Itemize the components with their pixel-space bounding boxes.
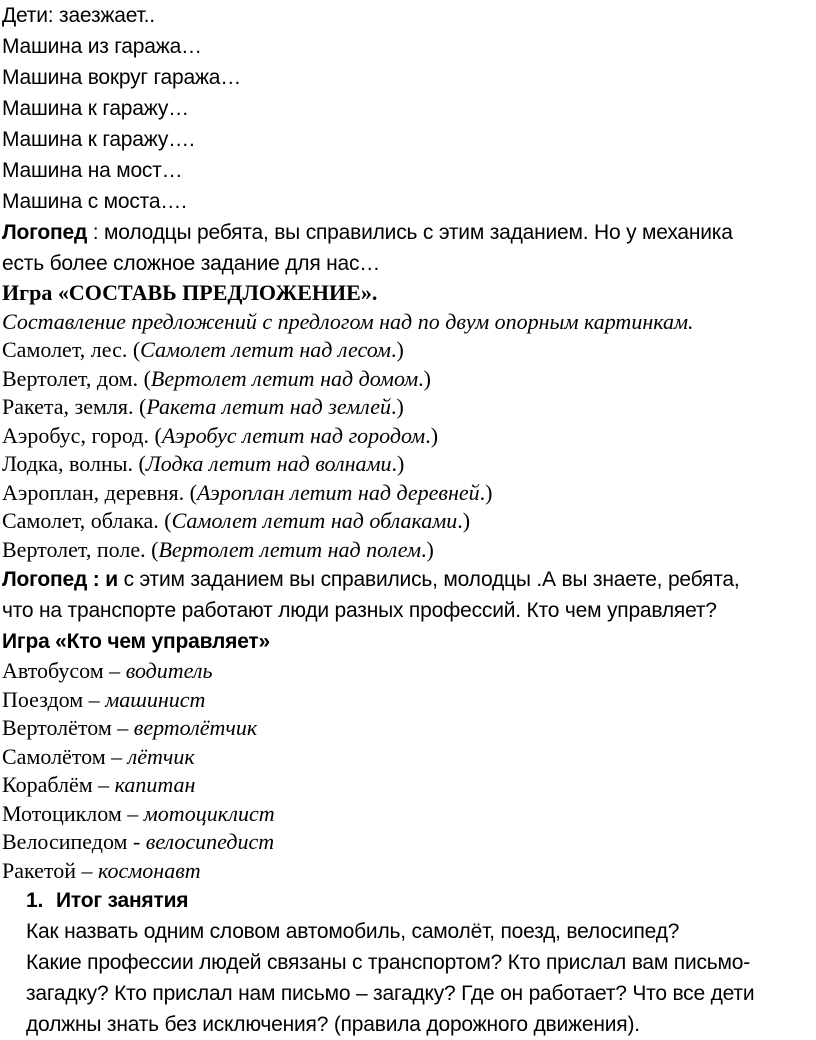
logoped-speech-2-block bbox=[0, 564, 816, 657]
speech-text: : молодцы ребята, вы справились с этим заданием. Но у механика bbox=[87, 221, 733, 244]
profession-label: велосипедист bbox=[145, 829, 275, 854]
speaker-label: Логопед : и bbox=[2, 568, 118, 591]
sentence-answer: Вертолет летит над полем bbox=[158, 536, 421, 562]
sentence-close: .) bbox=[425, 422, 439, 448]
profession-label: космонавт bbox=[98, 857, 201, 883]
profession-label: капитан bbox=[114, 772, 196, 797]
intro-line: Дети: заезжает.. bbox=[2, 4, 155, 27]
vehicle-label: Автобусом – bbox=[2, 658, 126, 683]
sentence-prompt: Аэробус, город. ( bbox=[2, 422, 162, 448]
sentence-item bbox=[0, 479, 816, 508]
game-compose-sentence bbox=[0, 279, 816, 564]
sentence-answer: Ракета летит над землей bbox=[146, 394, 392, 419]
sentence-prompt: Вертолет, поле. ( bbox=[2, 536, 159, 562]
intro-line: Машина из гаража… bbox=[2, 35, 202, 58]
summary-line: должны знать без исключения? (правила дорожного движения). bbox=[26, 1013, 640, 1036]
sentence-item bbox=[0, 507, 816, 536]
profession-item bbox=[0, 743, 816, 772]
summary-line: Какие профессии людей связаны с транспортом? Кто прислал вам письмо- bbox=[26, 951, 751, 974]
profession-item bbox=[0, 800, 816, 829]
vehicle-label: Мотоциклом – bbox=[2, 800, 144, 826]
summary-title: Итог занятия bbox=[56, 889, 189, 912]
sentence-prompt: Аэроплан, деревня. ( bbox=[2, 479, 197, 505]
sentence-item bbox=[0, 393, 816, 422]
sentence-prompt: Лодка, волны. ( bbox=[2, 451, 146, 476]
sentence-close: .) bbox=[418, 365, 431, 391]
sentence-answer: Аэроплан летит над деревней bbox=[196, 479, 480, 505]
profession-label: машинист bbox=[105, 686, 206, 712]
logoped-speech-1 bbox=[0, 217, 816, 248]
profession-item bbox=[0, 686, 816, 715]
logoped-speech-2 bbox=[0, 564, 816, 595]
sentence-close: .) bbox=[479, 479, 493, 505]
speaker-label: Логопед bbox=[2, 221, 88, 244]
logoped-speech-1-cont: есть более сложное задание для нас… bbox=[2, 252, 381, 275]
speech-text: с этим заданием вы справились, молодцы .А вы знаете, ребята, bbox=[117, 568, 740, 591]
sentence-item bbox=[0, 450, 816, 479]
sentence-prompt: Самолет, облака. ( bbox=[2, 508, 172, 533]
sentence-item bbox=[0, 336, 816, 365]
profession-label: водитель bbox=[125, 658, 213, 683]
sentence-item bbox=[0, 365, 816, 394]
intro-line: Машина на мост… bbox=[2, 159, 183, 182]
intro-line: Машина вокруг гаража… bbox=[2, 66, 242, 89]
profession-label: вертолётчик bbox=[133, 715, 258, 740]
vehicle-label: Велосипедом - bbox=[2, 829, 146, 854]
summary-heading bbox=[0, 885, 816, 916]
sentence-close: .) bbox=[457, 508, 471, 533]
summary-line: Как назвать одним словом автомобиль, самолёт, поезд, велосипед? bbox=[26, 920, 680, 943]
profession-label: лётчик bbox=[127, 743, 195, 769]
sentence-answer: Лодка летит над волнами bbox=[145, 451, 392, 476]
intro-line: Машина с моста…. bbox=[2, 190, 187, 213]
profession-item bbox=[0, 771, 816, 800]
profession-item bbox=[0, 657, 816, 686]
vehicle-label: Самолётом – bbox=[2, 743, 128, 769]
sentence-close: .) bbox=[390, 337, 404, 362]
profession-item bbox=[0, 714, 816, 743]
intro-line: Машина к гаражу…. bbox=[2, 128, 195, 151]
profession-item bbox=[0, 828, 816, 857]
intro-line: Машина к гаражу… bbox=[2, 97, 189, 120]
sentence-answer: Самолет летит над облаками bbox=[171, 508, 458, 533]
vehicle-label: Поездом – bbox=[2, 686, 106, 712]
sentence-item bbox=[0, 536, 816, 565]
sentence-close: .) bbox=[391, 451, 405, 476]
vehicle-label: Вертолётом – bbox=[2, 715, 134, 740]
game-title: Игра «Кто чем управляет» bbox=[2, 630, 270, 653]
intro-block bbox=[0, 0, 816, 279]
summary-section bbox=[0, 885, 816, 1040]
sentence-close: .) bbox=[391, 394, 404, 419]
sentence-prompt: Самолет, лес. ( bbox=[2, 337, 141, 362]
vehicle-label: Ракетой – bbox=[2, 857, 99, 883]
list-number: 1. bbox=[26, 889, 44, 912]
game-description: Составление предложений с предлогом над по двум опорным картинкам. bbox=[2, 308, 694, 334]
sentence-close: .) bbox=[421, 536, 434, 562]
profession-item bbox=[0, 857, 816, 886]
sentence-answer: Аэробус летит над городом bbox=[161, 422, 426, 448]
sentence-prompt: Вертолет, дом. ( bbox=[2, 365, 151, 391]
sentence-item bbox=[0, 422, 816, 451]
sentence-answer: Вертолет летит над домом bbox=[150, 365, 419, 391]
summary-line: загадку? Кто прислал нам письмо – загадку? Где он работает? Что все дети bbox=[26, 982, 755, 1005]
vehicle-label: Кораблём – bbox=[2, 772, 115, 797]
sentence-prompt: Ракета, земля. ( bbox=[2, 394, 147, 419]
game-title: Игра «СОСТАВЬ ПРЕДЛОЖЕНИЕ». bbox=[2, 280, 378, 305]
game-who-drives bbox=[0, 657, 816, 885]
logoped-speech-2-cont: что на транспорте работают люди разных профессий. Кто чем управляет? bbox=[2, 599, 717, 622]
profession-label: мотоциклист bbox=[143, 800, 275, 826]
sentence-answer: Самолет летит над лесом bbox=[140, 337, 391, 362]
